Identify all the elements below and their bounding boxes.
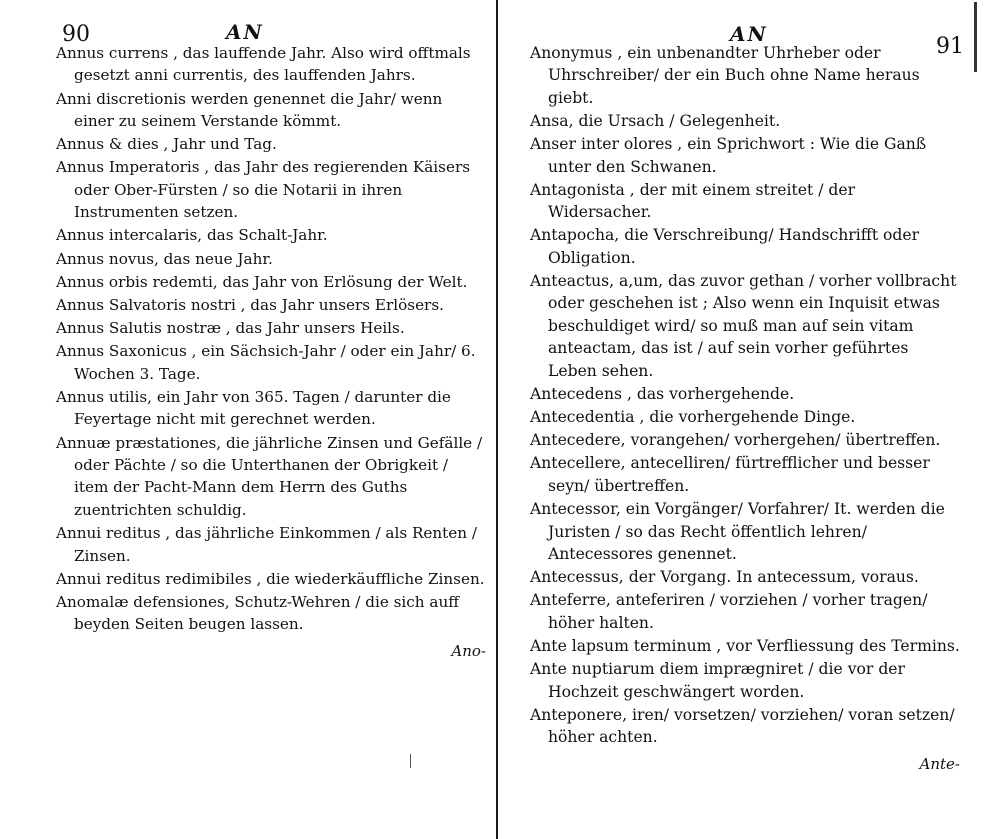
dictionary-entry: Annus Salutis nostræ , das Jahr unsers Heils. [56,319,405,338]
dictionary-entry: Annuæ præstationes, die jährliche Zinsen und Gefälle / oder Pächte / so die Unterthanen der Obrigkeit / item der Pacht-Mann dem Herrn des Guths zuentrichten schuldig. [56,433,483,519]
dictionary-entry: Antagonista , der mit einem streitet / der Widersacher. [530,180,856,222]
dictionary-entry: Annui reditus redimibiles , die wiederkäuffliche Zinsen. [56,569,485,588]
dictionary-entry: Antecessor, ein Vorgänger/ Vorfahrer/ It. werden die Juristen / so das Recht öffentlich lehren/ Antecessores genennet. [530,500,945,563]
dictionary-entry: Annus orbis redemti, das Jahr von Erlösung der Welt. [56,272,468,291]
dictionary-entry: Antecedentia , die vorhergehende Dinge. [530,408,856,427]
right-catchword: Ante- [919,754,960,773]
dictionary-entry: Annui reditus , das jährliche Einkommen / als Renten / Zinsen. [56,524,477,565]
dictionary-entry: Antecedens , das vorhergehende. [530,384,795,403]
dictionary-entry: Annus Salvatoris nostri , das Jahr unsers Erlösers. [56,296,444,315]
left-running-head: AN [226,20,264,44]
dictionary-entry: Annus Imperatoris , das Jahr des regierenden Käisers oder Ober-Fürsten / so die Notarii in ihren Instrumenten setzen. [56,158,471,222]
dictionary-entry: Antapocha, die Verschreibung/ Handschrifft oder Obligation. [530,226,920,267]
dictionary-entry: Annus & dies , Jahr und Tag. [56,135,277,154]
dictionary-entry: Anonymus , ein unbenandter Uhrheber oder Uhrschreiber/ der ein Buch ohne Name heraus giebt. [530,44,920,107]
page-edge-mark [974,2,977,72]
dictionary-entry: Anteactus, a,um, das zuvor gethan / vorher vollbracht oder geschehen ist ; Also wenn ein Inquisit etwas beschuldiget wird/ so muß man auf sein vitam anteactam, das ist / auf sein vorher geführtes Leben sehen. [530,272,957,380]
dictionary-entry: Ante nuptiarum diem imprægniret / die vor der Hochzeit geschwängert worden. [530,660,905,701]
left-page-number: 90 [62,22,90,47]
dictionary-entry: Antecedere, vorangehen/ vorhergehen/ übertreffen. [530,431,941,450]
print-mark [410,754,411,768]
dictionary-entry: Ante lapsum terminum , vor Verfliessung des Termins. [530,636,960,655]
dictionary-entry: Annus intercalaris, das Schalt-Jahr. [56,226,328,245]
right-entry-list [530,42,960,749]
dictionary-entry: Ansa, die Ursach / Gelegenheit. [530,112,781,131]
right-page-header [530,14,964,59]
right-running-head: AN [730,22,768,46]
dictionary-entry: Anser inter olores , ein Sprichwort : Wie die Ganß unter den Schwanen. [530,135,927,176]
left-page-header [56,14,486,47]
book-gutter [496,0,498,839]
dictionary-entry: Antecellere, antecelliren/ fürtrefflicher und besser seyn/ übertreffen. [530,454,930,495]
dictionary-entry: Anni discretionis werden genennet die Jahr/ wenn einer zu seinem Verstande kömmt. [56,89,443,131]
dictionary-entry: Anteponere, iren/ vorsetzen/ vorziehen/ voran setzen/ höher achten. [530,705,955,747]
dictionary-entry: Anteferre, anteferiren / vorziehen / vorher tragen/ höher halten. [530,591,928,632]
left-page [56,14,486,660]
dictionary-entry: Annus Saxonicus , ein Sächsich-Jahr / oder ein Jahr/ 6. Wochen 3. Tage. [56,342,476,383]
left-catchword: Ano- [451,641,486,660]
dictionary-entry: Annus utilis, ein Jahr von 365. Tagen / darunter die Feyertage nicht mit gerechnet werden. [56,388,451,429]
dictionary-entry: Annus novus, das neue Jahr. [56,249,273,268]
right-page [530,14,964,773]
right-page-number: 91 [936,34,964,59]
dictionary-entry: Anomalæ defensiones, Schutz-Wehren / die sich auff beyden Seiten beugen lassen. [56,592,460,634]
dictionary-entry: Antecessus, der Vorgang. In antecessum, voraus. [530,568,919,587]
left-entry-list [56,42,486,636]
dictionary-entry: Annus currens , das lauffende Jahr. Also wird offtmals gesetzt anni currentis, des lauffenden Jahrs. [56,44,471,85]
